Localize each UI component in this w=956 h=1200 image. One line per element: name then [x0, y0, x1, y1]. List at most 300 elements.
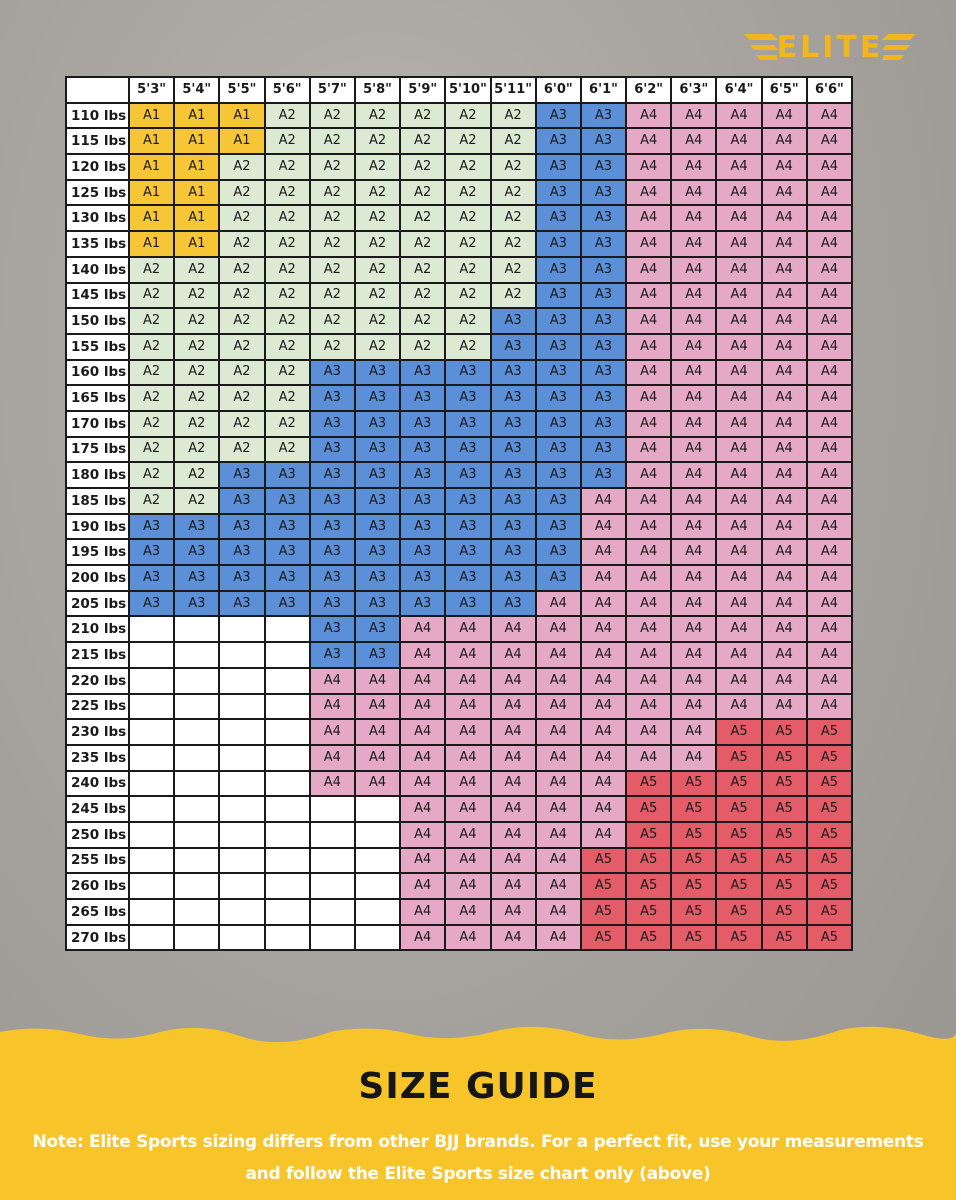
weight-row: [66, 283, 852, 309]
empty-cell: [219, 873, 264, 899]
size-cell: A4: [491, 642, 536, 668]
size-cell: A3: [491, 488, 536, 514]
size-cell: A1: [174, 205, 219, 231]
size-cell: A5: [716, 719, 761, 745]
size-cell: A2: [265, 437, 310, 463]
size-cell: A4: [716, 154, 761, 180]
size-cell: A2: [310, 154, 355, 180]
size-cell: A2: [310, 334, 355, 360]
size-cell: A3: [445, 514, 490, 540]
size-cell: A2: [355, 128, 400, 154]
size-cell: A4: [716, 283, 761, 309]
size-cell: A2: [219, 334, 264, 360]
empty-cell: [219, 668, 264, 694]
size-cell: A4: [536, 848, 581, 874]
size-cell: A4: [355, 668, 400, 694]
size-cell: A3: [400, 539, 445, 565]
empty-cell: [265, 899, 310, 925]
size-cell: A4: [581, 616, 626, 642]
size-cell: A3: [219, 539, 264, 565]
size-cell: A2: [174, 283, 219, 309]
height-header: 5'6": [265, 77, 310, 103]
size-cell: A3: [129, 514, 174, 540]
size-cell: A4: [762, 205, 807, 231]
weight-label: 245 lbs: [66, 796, 129, 822]
size-cell: A2: [265, 411, 310, 437]
size-cell: A2: [400, 231, 445, 257]
size-cell: A3: [400, 591, 445, 617]
size-cell: A3: [491, 334, 536, 360]
size-cell: A4: [626, 437, 671, 463]
size-cell: A3: [491, 411, 536, 437]
size-cell: A3: [400, 385, 445, 411]
size-cell: A2: [491, 180, 536, 206]
size-cell: A3: [536, 103, 581, 129]
size-cell: A4: [716, 128, 761, 154]
size-cell: A4: [581, 642, 626, 668]
size-cell: A4: [716, 514, 761, 540]
size-cell: A3: [581, 257, 626, 283]
size-cell: A4: [762, 539, 807, 565]
size-cell: A2: [400, 154, 445, 180]
size-cell: A4: [671, 616, 716, 642]
size-cell: A4: [536, 899, 581, 925]
empty-cell: [174, 796, 219, 822]
weight-label: 170 lbs: [66, 411, 129, 437]
size-cell: A3: [310, 488, 355, 514]
size-cell: A3: [219, 514, 264, 540]
size-cell: A2: [219, 360, 264, 386]
size-cell: A5: [626, 899, 671, 925]
size-cell: A2: [310, 180, 355, 206]
size-cell: A4: [807, 154, 852, 180]
size-cell: A4: [445, 745, 490, 771]
empty-cell: [219, 796, 264, 822]
size-cell: A1: [129, 103, 174, 129]
size-cell: A2: [219, 283, 264, 309]
size-cell: A3: [355, 539, 400, 565]
size-cell: A3: [400, 462, 445, 488]
size-cell: A5: [762, 848, 807, 874]
size-cell: A4: [671, 128, 716, 154]
size-cell: A4: [671, 283, 716, 309]
size-cell: A3: [445, 488, 490, 514]
size-cell: A4: [626, 745, 671, 771]
size-cell: A4: [400, 719, 445, 745]
empty-cell: [129, 771, 174, 797]
weight-row: [66, 334, 852, 360]
size-cell: A4: [716, 257, 761, 283]
size-cell: A4: [445, 925, 490, 951]
size-cell: A4: [536, 925, 581, 951]
height-header: 6'6": [807, 77, 852, 103]
weight-row: [66, 694, 852, 720]
size-cell: A3: [265, 565, 310, 591]
size-cell: A3: [491, 539, 536, 565]
height-header: 6'1": [581, 77, 626, 103]
size-cell: A2: [310, 257, 355, 283]
size-chart-table: [65, 76, 853, 951]
size-cell: A4: [762, 694, 807, 720]
size-cell: A4: [762, 231, 807, 257]
weight-label: 270 lbs: [66, 925, 129, 951]
size-cell: A4: [626, 334, 671, 360]
size-cell: A2: [265, 308, 310, 334]
size-cell: A4: [671, 180, 716, 206]
size-cell: A4: [626, 488, 671, 514]
size-cell: A4: [762, 257, 807, 283]
empty-cell: [310, 925, 355, 951]
size-cell: A4: [310, 745, 355, 771]
weight-row: [66, 154, 852, 180]
weight-row: [66, 103, 852, 129]
size-cell: A4: [445, 668, 490, 694]
size-cell: A5: [716, 796, 761, 822]
size-cell: A2: [445, 257, 490, 283]
size-cell: A4: [491, 822, 536, 848]
size-cell: A5: [626, 925, 671, 951]
size-cell: A4: [536, 616, 581, 642]
weight-row: [66, 899, 852, 925]
size-cell: A5: [807, 719, 852, 745]
size-cell: A4: [626, 154, 671, 180]
size-cell: A5: [762, 796, 807, 822]
size-cell: A4: [716, 437, 761, 463]
size-cell: A5: [671, 848, 716, 874]
size-cell: A5: [671, 771, 716, 797]
size-cell: A4: [762, 334, 807, 360]
size-cell: A4: [581, 488, 626, 514]
empty-cell: [174, 616, 219, 642]
size-cell: A4: [626, 668, 671, 694]
size-cell: A4: [491, 771, 536, 797]
size-cell: A4: [762, 668, 807, 694]
size-cell: A4: [671, 308, 716, 334]
size-cell: A4: [400, 873, 445, 899]
size-cell: A2: [355, 154, 400, 180]
empty-cell: [310, 796, 355, 822]
size-cell: A4: [807, 642, 852, 668]
empty-cell: [265, 668, 310, 694]
size-cell: A2: [129, 360, 174, 386]
size-cell: A3: [310, 462, 355, 488]
size-cell: A4: [716, 565, 761, 591]
weight-row: [66, 360, 852, 386]
size-cell: A4: [807, 360, 852, 386]
sizing-note-line-2: and follow the Elite Sports size chart only (above): [245, 1164, 711, 1184]
size-cell: A2: [445, 128, 490, 154]
size-cell: A4: [716, 488, 761, 514]
size-cell: A4: [807, 334, 852, 360]
size-cell: A3: [536, 565, 581, 591]
size-cell: A4: [671, 437, 716, 463]
size-cell: A2: [174, 385, 219, 411]
size-cell: A3: [581, 103, 626, 129]
size-cell: A4: [807, 205, 852, 231]
empty-cell: [265, 694, 310, 720]
size-cell: A4: [807, 591, 852, 617]
size-cell: A3: [581, 360, 626, 386]
size-cell: A4: [355, 745, 400, 771]
size-cell: A4: [807, 385, 852, 411]
size-cell: A3: [355, 642, 400, 668]
size-cell: A3: [310, 565, 355, 591]
size-cell: A3: [310, 437, 355, 463]
size-cell: A4: [671, 154, 716, 180]
size-cell: A4: [581, 796, 626, 822]
size-cell: A2: [219, 257, 264, 283]
size-cell: A4: [400, 796, 445, 822]
size-cell: A4: [445, 771, 490, 797]
size-cell: A3: [174, 565, 219, 591]
empty-cell: [174, 771, 219, 797]
empty-cell: [129, 822, 174, 848]
size-cell: A2: [310, 231, 355, 257]
size-cell: A5: [716, 899, 761, 925]
size-cell: A2: [445, 334, 490, 360]
size-cell: A2: [400, 257, 445, 283]
size-cell: A1: [129, 180, 174, 206]
height-header: 5'11": [491, 77, 536, 103]
size-cell: A5: [716, 873, 761, 899]
size-cell: A3: [536, 385, 581, 411]
size-cell: A3: [536, 180, 581, 206]
size-cell: A3: [355, 462, 400, 488]
size-cell: A5: [716, 925, 761, 951]
weight-label: 250 lbs: [66, 822, 129, 848]
size-cell: A4: [491, 899, 536, 925]
size-cell: A4: [762, 488, 807, 514]
size-cell: A3: [536, 308, 581, 334]
weight-row: [66, 796, 852, 822]
weight-label: 155 lbs: [66, 334, 129, 360]
empty-cell: [355, 822, 400, 848]
size-cell: A4: [491, 925, 536, 951]
size-cell: A4: [626, 591, 671, 617]
height-header: 6'3": [671, 77, 716, 103]
size-cell: A4: [536, 694, 581, 720]
size-cell: A4: [536, 822, 581, 848]
size-cell: A3: [355, 591, 400, 617]
size-cell: A3: [536, 514, 581, 540]
size-cell: A2: [129, 308, 174, 334]
size-cell: A4: [807, 668, 852, 694]
size-cell: A4: [445, 719, 490, 745]
empty-cell: [265, 616, 310, 642]
size-cell: A4: [762, 565, 807, 591]
size-cell: A4: [310, 694, 355, 720]
size-cell: A2: [400, 103, 445, 129]
size-cell: A3: [400, 514, 445, 540]
size-cell: A4: [716, 642, 761, 668]
size-cell: A3: [445, 565, 490, 591]
size-cell: A4: [445, 822, 490, 848]
size-cell: A3: [536, 539, 581, 565]
size-cell: A4: [671, 539, 716, 565]
weight-row: [66, 822, 852, 848]
size-cell: A2: [129, 488, 174, 514]
height-header: 6'0": [536, 77, 581, 103]
size-cell: A4: [626, 308, 671, 334]
size-cell: A3: [355, 437, 400, 463]
size-cell: A3: [400, 360, 445, 386]
size-cell: A2: [265, 128, 310, 154]
weight-row: [66, 514, 852, 540]
weight-label: 165 lbs: [66, 385, 129, 411]
empty-cell: [129, 848, 174, 874]
size-cell: A2: [491, 205, 536, 231]
size-cell: A4: [671, 257, 716, 283]
empty-cell: [265, 796, 310, 822]
size-cell: A3: [355, 360, 400, 386]
size-cell: A4: [536, 873, 581, 899]
size-cell: A3: [129, 565, 174, 591]
size-cell: A4: [400, 745, 445, 771]
empty-cell: [265, 745, 310, 771]
size-cell: A3: [445, 385, 490, 411]
empty-cell: [219, 822, 264, 848]
size-cell: A3: [445, 360, 490, 386]
size-cell: A4: [807, 488, 852, 514]
corner-cell: [66, 77, 129, 103]
size-cell: A4: [445, 642, 490, 668]
size-cell: A4: [491, 796, 536, 822]
size-cell: A3: [174, 539, 219, 565]
empty-cell: [129, 873, 174, 899]
weight-row: [66, 873, 852, 899]
empty-cell: [265, 719, 310, 745]
size-cell: A3: [581, 334, 626, 360]
weight-label: 125 lbs: [66, 180, 129, 206]
size-cell: A3: [219, 591, 264, 617]
empty-cell: [174, 668, 219, 694]
weight-label: 160 lbs: [66, 360, 129, 386]
weight-label: 260 lbs: [66, 873, 129, 899]
size-cell: A4: [671, 103, 716, 129]
size-cell: A4: [671, 694, 716, 720]
size-cell: A4: [400, 668, 445, 694]
size-cell: A4: [671, 205, 716, 231]
size-cell: A4: [671, 668, 716, 694]
size-cell: A2: [445, 103, 490, 129]
size-cell: A4: [536, 719, 581, 745]
size-cell: A4: [626, 539, 671, 565]
height-header: 5'9": [400, 77, 445, 103]
size-cell: A3: [310, 411, 355, 437]
empty-cell: [219, 616, 264, 642]
size-cell: A4: [807, 565, 852, 591]
size-cell: A5: [581, 848, 626, 874]
size-cell: A2: [219, 231, 264, 257]
size-cell: A2: [400, 205, 445, 231]
size-cell: A3: [265, 539, 310, 565]
size-cell: A2: [310, 128, 355, 154]
size-cell: A4: [626, 360, 671, 386]
empty-cell: [129, 719, 174, 745]
size-cell: A4: [491, 668, 536, 694]
size-cell: A2: [355, 180, 400, 206]
size-cell: A2: [129, 411, 174, 437]
height-header: 5'3": [129, 77, 174, 103]
size-cell: A4: [671, 462, 716, 488]
weight-label: 230 lbs: [66, 719, 129, 745]
size-cell: A4: [626, 103, 671, 129]
size-cell: A3: [536, 257, 581, 283]
size-cell: A4: [807, 694, 852, 720]
chart-body: [66, 103, 852, 951]
size-cell: A4: [716, 103, 761, 129]
size-cell: A3: [536, 411, 581, 437]
size-cell: A3: [400, 488, 445, 514]
size-cell: A3: [400, 565, 445, 591]
size-cell: A4: [671, 231, 716, 257]
empty-cell: [129, 899, 174, 925]
size-cell: A3: [129, 591, 174, 617]
elite-logo: [744, 28, 916, 68]
size-cell: A4: [762, 462, 807, 488]
size-cell: A2: [355, 103, 400, 129]
size-cell: A2: [174, 334, 219, 360]
size-cell: A4: [716, 180, 761, 206]
size-cell: A4: [762, 616, 807, 642]
size-cell: A4: [445, 848, 490, 874]
size-cell: A3: [265, 488, 310, 514]
height-header: 6'5": [762, 77, 807, 103]
size-cell: A2: [400, 283, 445, 309]
size-cell: A3: [491, 591, 536, 617]
size-cell: A4: [626, 565, 671, 591]
size-cell: A4: [671, 385, 716, 411]
size-cell: A2: [355, 257, 400, 283]
size-cell: A2: [400, 128, 445, 154]
weight-label: 190 lbs: [66, 514, 129, 540]
weight-label: 225 lbs: [66, 694, 129, 720]
weight-row: [66, 128, 852, 154]
size-cell: A3: [355, 565, 400, 591]
empty-cell: [355, 848, 400, 874]
size-cell: A3: [581, 283, 626, 309]
weight-row: [66, 462, 852, 488]
size-cell: A2: [491, 154, 536, 180]
empty-cell: [310, 873, 355, 899]
size-cell: A3: [445, 411, 490, 437]
size-cell: A5: [671, 796, 716, 822]
size-cell: A5: [807, 899, 852, 925]
size-cell: A2: [491, 103, 536, 129]
size-cell: A4: [626, 514, 671, 540]
size-cell: A4: [626, 128, 671, 154]
weight-label: 135 lbs: [66, 231, 129, 257]
weight-label: 240 lbs: [66, 771, 129, 797]
size-cell: A5: [626, 822, 671, 848]
size-cell: A5: [716, 745, 761, 771]
weight-label: 150 lbs: [66, 308, 129, 334]
weight-row: [66, 437, 852, 463]
size-cell: A3: [400, 411, 445, 437]
size-cell: A2: [445, 308, 490, 334]
size-cell: A5: [762, 719, 807, 745]
size-cell: A3: [491, 308, 536, 334]
size-cell: A4: [762, 411, 807, 437]
size-cell: A3: [310, 385, 355, 411]
weight-row: [66, 591, 852, 617]
size-cell: A2: [400, 308, 445, 334]
size-cell: A3: [355, 411, 400, 437]
size-cell: A2: [355, 283, 400, 309]
size-cell: A4: [626, 694, 671, 720]
empty-cell: [265, 822, 310, 848]
weight-row: [66, 719, 852, 745]
